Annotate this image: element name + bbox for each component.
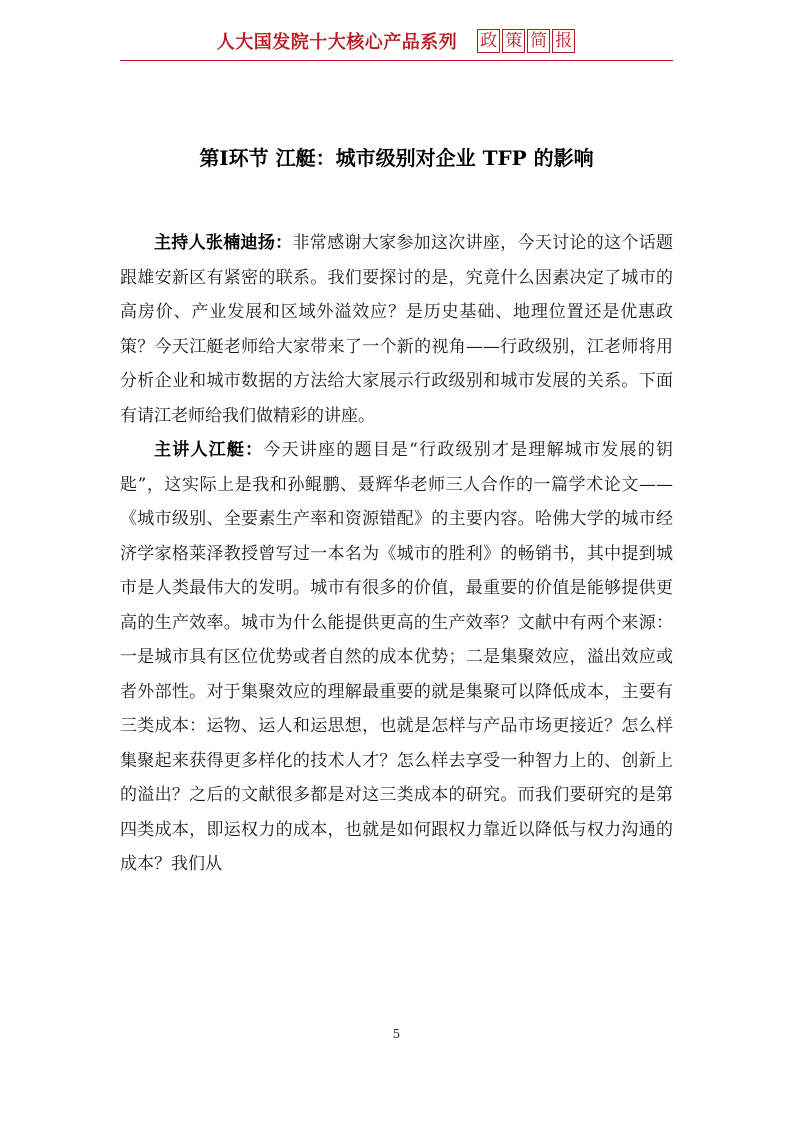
speaker-label: 主讲人江艇：	[154, 440, 264, 460]
brand-char-box: 政	[477, 29, 500, 53]
brand-char-box: 简	[527, 29, 550, 53]
speaker-label: 主持人张楠迪扬：	[154, 233, 293, 253]
header-divider	[120, 60, 673, 61]
paragraph-host-intro	[120, 226, 673, 433]
paragraph-text: 今天讲座的题目是“行政级别才是理解城市发展的钥匙”，这实际上是我和孙鲲鹏、聂辉华老师三人合作的一篇学术论文——《城市级别、全要素生产率和资源错配》的主要内容。哈佛大学的城市经济学家格莱泽教授曾写过一本名为《城市的胜利》的畅销书，其中提到城市是人类最伟大的发明。城市有很多的价值，最重要的价值是能够提供更高的生产效率。城市为什么能提供更高的生产效率？文献中有两个来源：一是城市具有区位优势或者自然的成本优势；二是集聚效应，溢出效应或者外部性。对于集聚效应的理解最重要的就是集聚可以降低成本，主要有三类成本：运物、运人和运思想，也就是怎样与产品市场更接近？怎么样集聚起来获得更多样化的技术人才？怎么样去享受一种智力上的、创新上的溢出？之后的文献很多都是对这三类成本的研究。而我们要研究的是第四类成本，即运权力的成本，也就是如何跟权力靠近以降低与权力沟通的成本？我们从	[120, 440, 673, 874]
paragraph-lecture	[120, 433, 673, 882]
report-series-title: 人大国发院十大核心产品系列	[216, 32, 458, 53]
brand-char-box: 报	[552, 29, 575, 53]
section-title: 第Ⅰ环节 江艇：城市级别对企业 TFP 的影响	[199, 146, 594, 170]
paragraph-text: 非常感谢大家参加这次讲座，今天讨论的这个话题跟雄安新区有紧密的联系。我们要探讨的是，究竟什么因素决定了城市的高房价、产业发展和区域外溢效应？是历史基础、地理位置还是优惠政策？今天江艇老师给大家带来了一个新的视角——行政级别，江老师将用分析企业和城市数据的方法给大家展示行政级别和城市发展的关系。下面有请江老师给我们做精彩的讲座。	[120, 233, 674, 426]
page-header	[120, 28, 673, 60]
page-number: 5	[392, 1027, 401, 1041]
brand-char-box: 策	[502, 29, 525, 53]
policy-brief-brand	[476, 29, 576, 53]
document-body	[120, 226, 673, 882]
